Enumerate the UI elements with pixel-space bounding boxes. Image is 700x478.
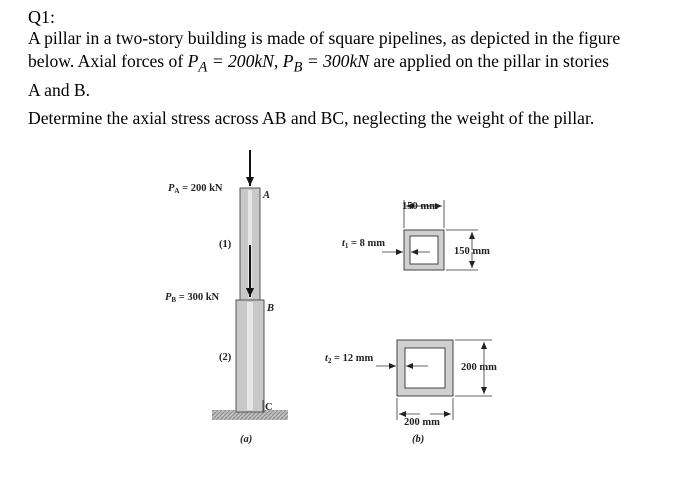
figure-b-caption: (b) <box>412 434 425 445</box>
force-pa-symbol: P <box>187 50 199 71</box>
force-pb-symbol: P <box>282 50 294 71</box>
upper-width-label: 150 mm <box>402 201 438 212</box>
point-a-label: A <box>263 190 271 201</box>
question-line-4: Determine the axial stress across AB and BC, neglecting the weight of the pillar. <box>28 108 595 129</box>
force-pb-value: = 300kN <box>302 50 370 71</box>
force-a-label: PA = 200 kN <box>168 183 223 195</box>
force-pb-subscript: B <box>293 59 303 76</box>
lower-width-label: 200 mm <box>404 417 440 428</box>
lower-thickness-label: t2 = 12 mm <box>325 353 374 365</box>
force-pa-value: = 200kN, <box>207 50 283 71</box>
segment-1-label: (1) <box>219 239 232 250</box>
line2-suffix: are applied on the pillar in stories <box>369 50 609 71</box>
figure-a-caption: (a) <box>240 434 253 445</box>
upper-thickness-label: t1 = 8 mm <box>342 238 386 250</box>
question-line-3: A and B. <box>28 79 91 100</box>
segment-2-label: (2) <box>219 352 232 363</box>
point-b-label: B <box>267 303 275 314</box>
question-title: Q1: <box>28 7 55 27</box>
figure-b <box>325 200 497 445</box>
upper-height-label: 150 mm <box>454 246 490 257</box>
figure-a <box>165 150 288 445</box>
point-c-label: C <box>265 402 273 413</box>
line2-prefix: below. Axial forces of <box>28 50 188 71</box>
question-line-1: A pillar in a two-story building is made of square pipelines, as depicted in the figure <box>28 28 621 48</box>
force-pa-subscript: A <box>198 59 208 76</box>
lower-height-label: 200 mm <box>461 362 497 373</box>
force-b-label: PB = 300 kN <box>165 292 220 304</box>
